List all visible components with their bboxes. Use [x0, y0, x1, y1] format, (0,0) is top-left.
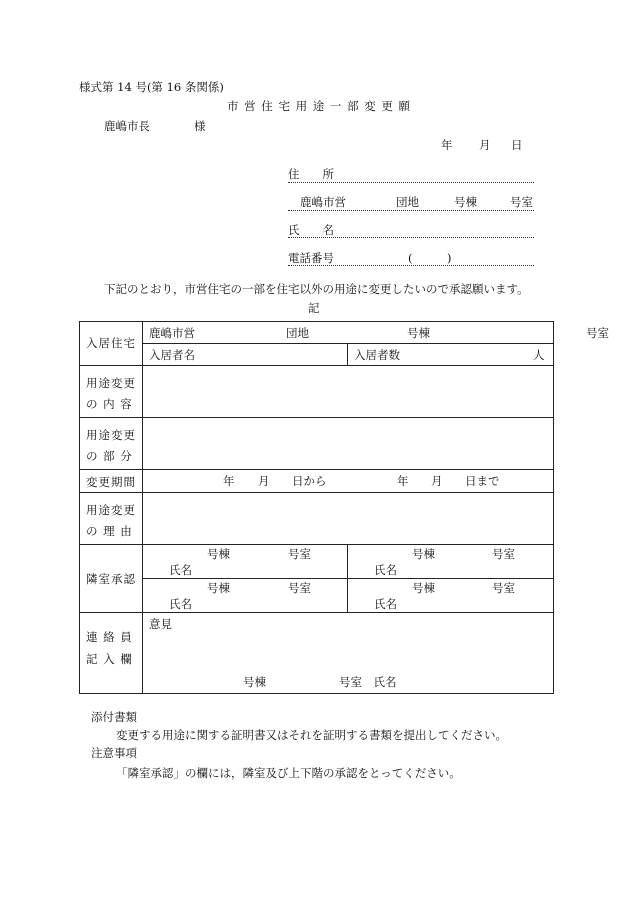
neighbor-3-goshitsu: 号室	[288, 581, 311, 595]
neighbor-3-name: 氏名	[169, 597, 192, 611]
intro-text: 下記のとおり，市営住宅の一部を住宅以外の用途に変更したいので承認願います。	[104, 282, 529, 296]
phone-line[interactable]	[288, 265, 534, 266]
neighbor-label: 隣室承認	[86, 572, 136, 586]
part-label-1: 用途変更	[86, 428, 136, 442]
caution-text: 「隣室承認」の欄には，隣室及び上下階の承認をとってください。	[116, 766, 461, 780]
neighbor-4-name: 氏名	[374, 597, 397, 611]
reason-input-cell[interactable]	[143, 493, 554, 545]
liaison-goto: 号棟	[243, 675, 266, 689]
residence-label-cell	[80, 322, 143, 366]
liaison-label-2: 記 入 欄	[86, 652, 133, 666]
address-label: 住 所	[288, 167, 334, 181]
phone-label: 電話番号	[288, 251, 334, 265]
neighbor-4-goshitsu: 号室	[492, 581, 515, 595]
address-danchi: 団地	[396, 195, 419, 209]
address-goshitsu: 号室	[510, 195, 533, 209]
liaison-label-1: 連 絡 員	[86, 630, 133, 644]
address-housing-prefix: 鹿嶋市営	[300, 195, 346, 209]
liaison-goshitsu-name: 号室 氏名	[339, 675, 397, 689]
name-label: 氏 名	[288, 223, 334, 237]
addressee-honorific: 様	[194, 119, 206, 133]
neighbor-cell-3[interactable]	[143, 579, 348, 613]
phone-paren: ( )	[408, 251, 452, 265]
period-to-year: 年	[397, 474, 409, 488]
period-label: 変更期間	[86, 475, 136, 489]
resident-count-unit: 人	[533, 348, 545, 362]
neighbor-2-goshitsu: 号室	[492, 547, 515, 561]
application-table	[79, 321, 609, 694]
residence-goshitsu: 号室	[586, 326, 609, 340]
liaison-opinion: 意見	[149, 617, 172, 631]
part-label-cell	[80, 418, 143, 470]
date-year: 年	[441, 138, 453, 152]
resident-count-cell[interactable]	[348, 344, 554, 366]
content-input-cell[interactable]	[143, 366, 554, 418]
attachments-heading: 添付書類	[91, 710, 137, 724]
period-label-cell	[80, 470, 143, 493]
form-number: 様式第 14 号(第 16 条関係)	[79, 80, 224, 94]
content-label-1: 用途変更	[86, 376, 136, 390]
caution-heading: 注意事項	[91, 746, 137, 760]
residence-address-cell[interactable]	[143, 322, 609, 344]
content-label-2: の 内 容	[86, 397, 133, 411]
neighbor-label-cell	[80, 545, 143, 613]
period-from-month: 月	[258, 474, 270, 488]
address-goto: 号棟	[454, 195, 477, 209]
neighbor-cell-1[interactable]	[143, 545, 348, 579]
period-to-month: 月	[431, 474, 443, 488]
resident-name-label: 入居者名	[149, 348, 195, 362]
period-from: 日から	[292, 474, 327, 488]
neighbor-1-goto: 号棟	[207, 547, 230, 561]
liaison-label-cell	[80, 613, 143, 694]
reason-label-cell	[80, 493, 143, 545]
date-month: 月	[479, 138, 491, 152]
neighbor-3-goto: 号棟	[207, 581, 230, 595]
resident-name-cell[interactable]	[143, 344, 348, 366]
reason-label-2: の 理 由	[86, 524, 133, 538]
period-from-year: 年	[223, 474, 235, 488]
resident-count-label: 入居者数	[354, 348, 400, 362]
part-label-2: の 部 分	[86, 449, 133, 463]
address-line-2[interactable]	[288, 210, 534, 211]
residence-goto: 号棟	[407, 326, 430, 340]
addressee-mayor: 鹿嶋市長	[104, 119, 150, 133]
page-title: 市 営 住 宅 用 途 一 部 変 更 願	[227, 99, 412, 113]
neighbor-2-goto: 号棟	[412, 547, 435, 561]
name-line[interactable]	[288, 237, 534, 238]
liaison-input-cell[interactable]	[143, 613, 554, 694]
neighbor-cell-2[interactable]	[348, 545, 554, 579]
neighbor-1-goshitsu: 号室	[288, 547, 311, 561]
residence-danchi: 団地	[286, 326, 309, 340]
neighbor-4-goto: 号棟	[412, 581, 435, 595]
neighbor-2-name: 氏名	[374, 563, 397, 577]
reason-label-1: 用途変更	[86, 503, 136, 517]
part-input-cell[interactable]	[143, 418, 554, 470]
ki-heading: 記	[308, 301, 320, 315]
content-label-cell	[80, 366, 143, 418]
period-input-cell[interactable]	[143, 470, 554, 493]
neighbor-1-name: 氏名	[169, 563, 192, 577]
residence-prefix: 鹿嶋市営	[149, 326, 195, 340]
neighbor-cell-4[interactable]	[348, 579, 554, 613]
attachments-text: 変更する用途に関する証明書又はそれを証明する書類を提出してください。	[116, 728, 507, 742]
residence-label: 入居住宅	[86, 336, 136, 350]
period-until: 日まで	[465, 474, 500, 488]
address-line[interactable]	[288, 182, 534, 183]
date-day: 日	[511, 138, 523, 152]
